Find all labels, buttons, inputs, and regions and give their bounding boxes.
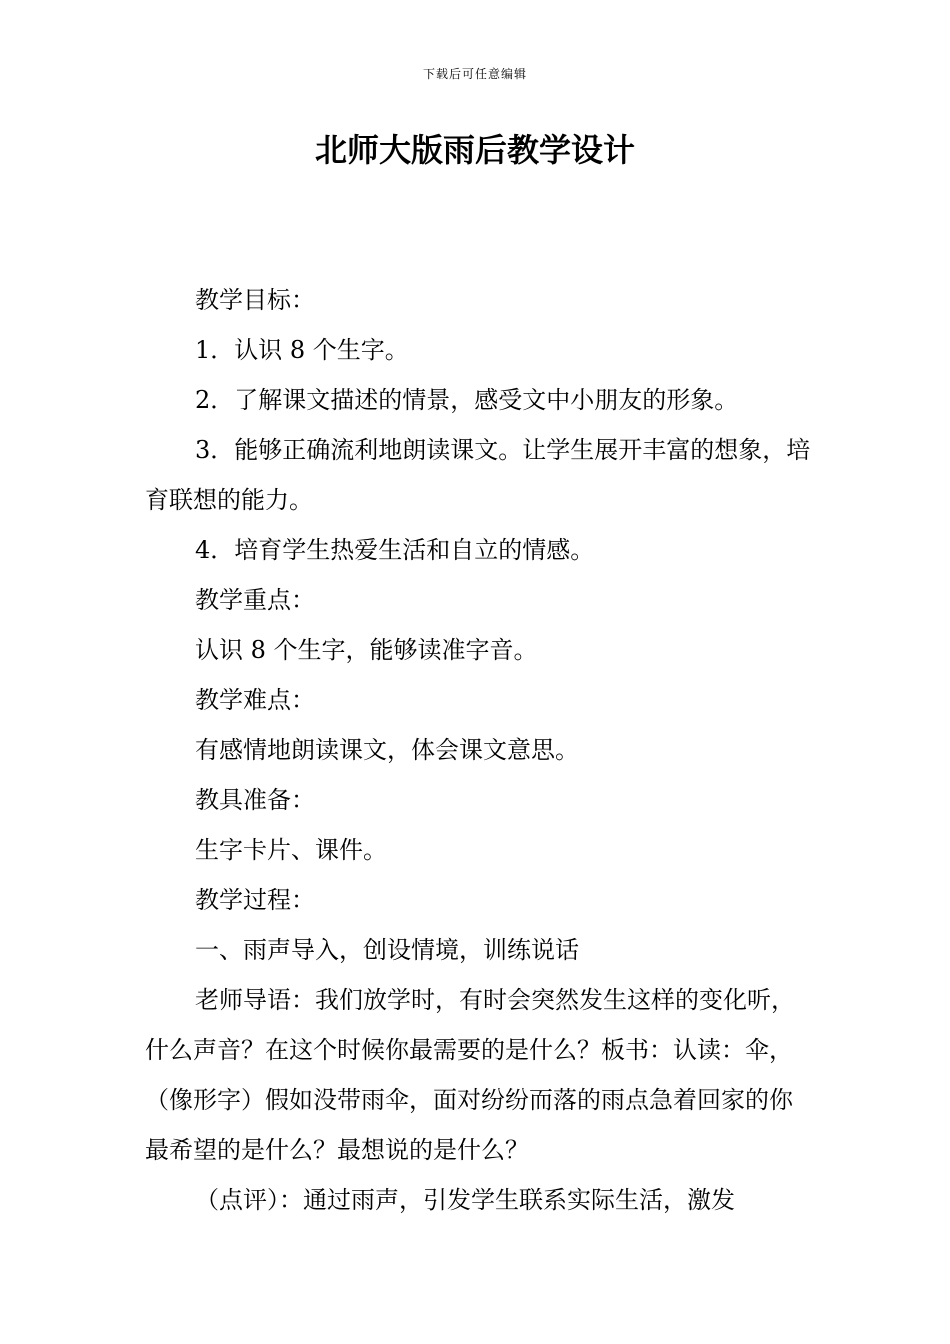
paragraph-objective-2: 2．了解课文描述的情景，感受文中小朋友的形象。 [195,386,739,414]
paragraph-materials: 生字卡片、课件。 [195,836,387,864]
paragraph-materials-heading: 教具准备： [195,786,315,814]
document-body [145,275,825,1225]
paragraph-objective-4: 4．培育学生热爱生活和自立的情感。 [195,536,595,564]
paragraph-objective-3: 3．能够正确流利地朗读课文。让学生展开丰富的想象，培育联想的能力。 [145,436,811,514]
paragraph-key-points-heading: 教学重点： [195,586,315,614]
paragraph-objectives-heading: 教学目标： [195,286,315,314]
paragraph-section-1-heading: 一、雨声导入，创设情境，训练说话 [195,936,579,964]
paragraph-teacher-intro: 老师导语：我们放学时，有时会突然发生这样的变化听，什么声音？在这个时候你最需要的是什么？板书：认读：伞，（像形字）假如没带雨伞，面对纷纷而落的雨点急着回家的你最希望的是什么？最想说的是什么？ [145,986,795,1164]
paragraph-objective-1: 1．认识 8 个生字。 [195,336,409,364]
header-note: 下载后可任意编辑 [422,67,527,81]
paragraph-difficulties-heading: 教学难点： [195,686,315,714]
paragraph-difficulties: 有感情地朗读课文，体会课文意思。 [195,736,579,764]
paragraph-key-points: 认识 8 个生字，能够读准字音。 [195,636,538,664]
paragraph-process-heading: 教学过程： [195,886,315,914]
paragraph-commentary: （点评）：通过雨声，引发学生联系实际生活，激发 [195,1186,735,1214]
document-title: 北师大版雨后教学设计 [314,131,635,169]
